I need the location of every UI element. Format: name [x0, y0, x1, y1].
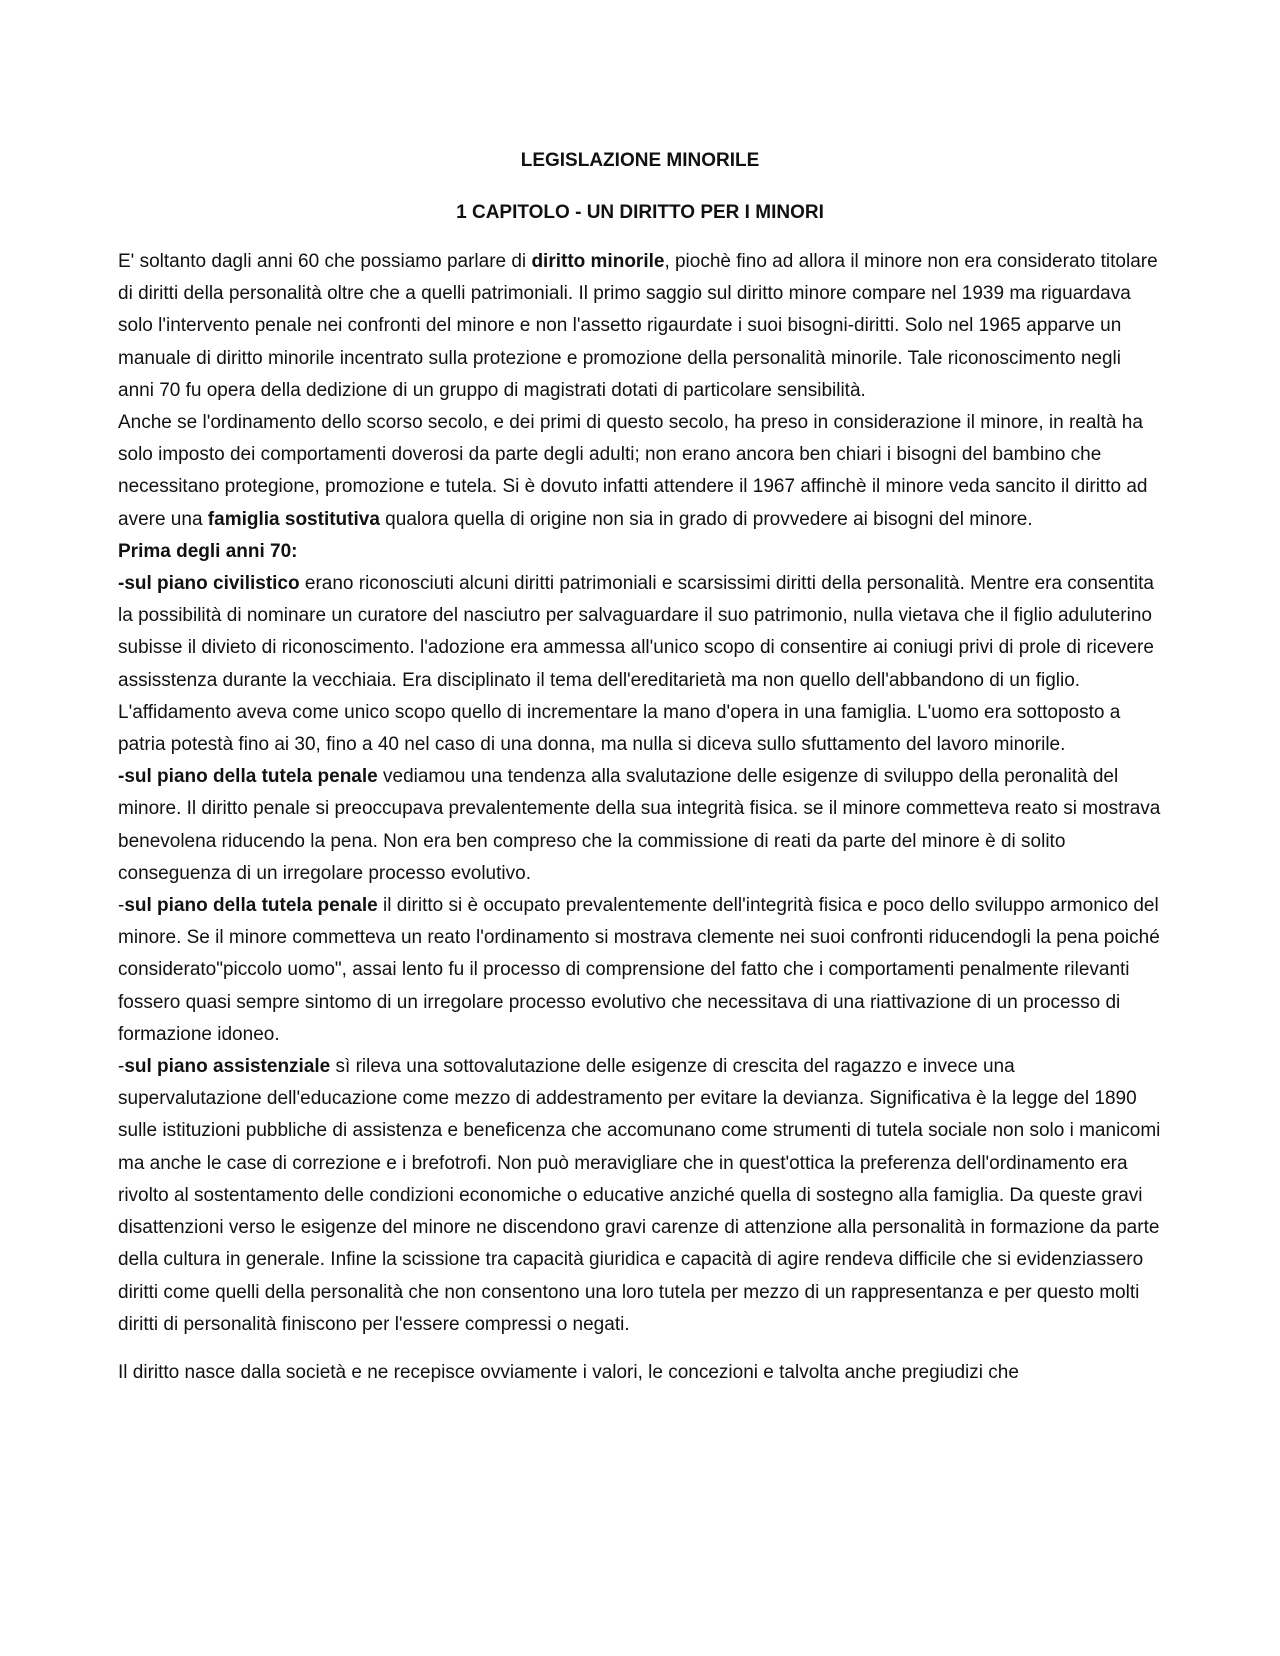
document-content — [118, 146, 1162, 1389]
paragraph-5 — [118, 761, 1162, 890]
paragraph-6-text: il diritto si è occupato prevalentemente dell'integrità fisica e poco dello sviluppo armonico del minore. Se il minore commetteva un reato l'ordinamento si mostrava clemente nei suoi confronti riducendogli la pena poiché considerato"piccolo uomo", assai lento fu il processo di comprensione del fatto che i comportamenti penalmente rilevanti fossero quasi sempre sintomo di un irregolare processo evolutivo che necessitava di una riattivazione di un processo di formazione idoneo. — [118, 895, 1160, 1045]
paragraph-5-text: vediamou una tendenza alla svalutazione delle esigenze di sviluppo della peronalità del minore. Il diritto penale si preoccupava prevalentemente della sua integrità fisica. se il minore commetteva reato si mostrava benevolena riducendo la pena. Non era ben compreso che la commissione di reati da parte del minore è di solito conseguenza di un irregolare processo evolutivo. — [118, 766, 1161, 884]
paragraph-2-bold: famiglia sostitutiva — [207, 508, 380, 530]
paragraph-8 — [118, 1357, 1162, 1389]
paragraph-7-bold: sul piano assistenziale — [124, 1056, 331, 1078]
paragraph-3-bold: Prima degli anni 70: — [118, 540, 298, 562]
paragraph-1 — [118, 246, 1162, 407]
document-body — [118, 246, 1162, 1389]
paragraph-7-dash: - — [118, 1056, 125, 1078]
paragraph-1-text-a: E' soltanto dagli anni 60 che possiamo parlare di — [118, 251, 532, 272]
paragraph-6 — [118, 890, 1162, 1051]
paragraph-8-text: Il diritto nasce dalla società e ne recepisce ovviamente i valori, le concezioni e talvolta anche pregiudizi che — [118, 1361, 1019, 1383]
paragraph-1-bold: diritto minorile — [531, 251, 665, 272]
paragraph-4-text: erano riconosciuti alcuni diritti patrimoniali e scarsissimi diritti della personalità. Mentre era consentita la possibilità di nominare un curatore del nasciutro per salvaguardare il suo patrimonio, nulla vietava che il figlio aduluterino subisse il divieto di riconoscimento. l'adozione era ammessa all'unico scopo di consentire ai coniugi privi di prole di ricevere assisstenza durante la vecchiaia. Era disciplinato il tema dell'ereditarietà ma non quello dell'abbandono di un figlio. L'affidamento aveva come unico scopo quello di incrementare la mano d'opera in una famiglia. L'uomo era sottoposto a patria potestà fino ai 30, fino a 40 nel caso di una donna, ma nulla si diceva sullo sfuttamento del lavoro minorile. — [118, 573, 1154, 756]
paragraph-6-bold: sul piano della tutela penale — [124, 895, 378, 917]
paragraph-3 — [118, 536, 1162, 568]
paragraph-2 — [118, 407, 1162, 536]
chapter-heading: 1 CAPITOLO - UN DIRITTO PER I MINORI — [456, 202, 824, 223]
paragraph-4-bold: -sul piano civilistico — [118, 573, 300, 595]
paragraph-4 — [118, 568, 1162, 761]
paragraph-6-dash: - — [118, 895, 125, 917]
paragraph-2-text-a: Anche se l'ordinamento dello scorso secolo, e dei primi di questo secolo, ha preso in considerazione il minore, in realtà ha solo imposto dei comportamenti doverosi da parte degli adulti; non erano ancora ben chiari i bisogni del bambino che necessitano protegione, promozione e tutela. Si è dovuto infatti attendere il 1967 affinchè il minore veda sancito il diritto ad avere una — [118, 412, 1148, 530]
paragraph-5-bold: -sul piano della tutela penale — [118, 766, 378, 788]
paragraph-7-text: sì rileva una sottovalutazione delle esigenze di crescita del ragazzo e invece una supervalutazione dell'educazione come mezzo di addestramento per evitare la devianza. Significativa è la legge del 1890 sulle istituzioni pubbliche di assistenza e beneficenza che accomunano come strumenti di tutela sociale non solo i manicomi ma anche le case di correzione e i brefotrofi. Non può meravigliare che in quest'ottica la preferenza dell'ordinamento era rivolto al sostentamento delle condizioni economiche o educative anziché quella di sostegno alla famiglia. Da queste gravi disattenzioni verso le esigenze del minore ne discendono gravi carenze di attenzione alla personalità in formazione da parte della cultura in generale. Infine la scissione tra capacità giuridica e capacità di agire rendeva difficile che si evidenziassero diritti come quelli della personalità che non consentono una loro tutela per mezzo di un rappresentanza e per questo molti diritti di personalità finiscono per l'essere compressi o negati. — [118, 1056, 1161, 1335]
paragraph-7 — [118, 1051, 1162, 1341]
paragraph-1-text-c: , piochè fino ad allora il minore non era considerato titolare di diritti della personalità oltre che a quelli patrimoniali. Il primo saggio sul diritto minore compare nel 1939 ma riguardava solo l'intervento penale nei confronti del minore e non l'assetto rigaurdate i suoi bisogni-diritti. Solo nel 1965 apparve un manuale di diritto minorile incentrato sulla protezione e promozione della personalità minorile. Tale riconoscimento negli anni 70 fu opera della dedizione di un gruppo di magistrati dotati di particolare sensibilità. — [118, 251, 1158, 401]
paragraph-2-text-c: qualora quella di origine non sia in grado di provvedere ai bisogni del minore. — [379, 508, 1033, 530]
document-title: LEGISLAZIONE MINORILE — [520, 150, 760, 171]
